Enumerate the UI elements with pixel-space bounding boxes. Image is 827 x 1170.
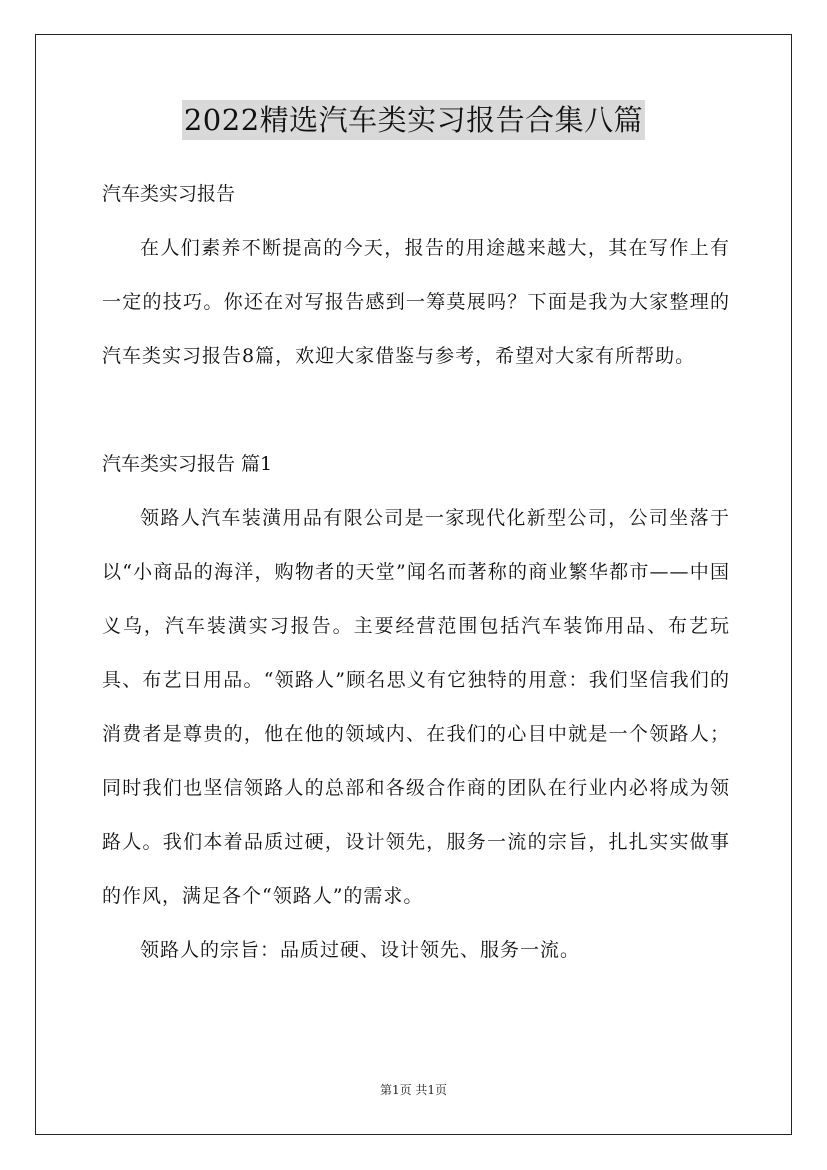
section1-paragraph-2: 领路人的宗旨：品质过硬、设计领先、服务一流。 (140, 939, 581, 961)
intro-paragraph: 在人们素养不断提高的今天，报告的用途越来越大，其在写作上有一定的技巧。你还在对写报告感到一筹莫展吗？下面是我为大家整理的汽车类实习报告8篇，欢迎大家借鉴与参考，希望对大家有所帮助。 (102, 237, 730, 367)
page-footer: 第1页 共1页 (379, 1083, 448, 1097)
intro-heading: 汽车类实习报告 (102, 183, 236, 205)
section1-paragraph-1: 领路人汽车装潢用品有限公司是一家现代化新型公司，公司坐落于以“小商品的海洋，购物者的天堂”闻名而著称的商业繁华都市——中国义乌，汽车装潢实习报告。主要经营范围包括汽车装饰用品、布艺玩具、布艺日用品。“领路人”顾名思义有它独特的用意：我们坚信我们的消费者是尊贵的，他在他的领域内、在我们的心目中就是一个领路人；同时我们也坚信领路人的总部和各级合作商的团队在行业内必将成为领路人。我们本着品质过硬，设计领先，服务一流的宗旨，扎扎实实做事的作风，满足各个“领路人”的需求。 (102, 507, 730, 907)
section-spacer (102, 383, 730, 437)
document-title: 2022精选汽车类实习报告合集八篇 (182, 100, 645, 140)
document-body (102, 167, 730, 977)
section1-heading: 汽车类实习报告 篇1 (102, 453, 273, 475)
title-container (0, 100, 827, 140)
